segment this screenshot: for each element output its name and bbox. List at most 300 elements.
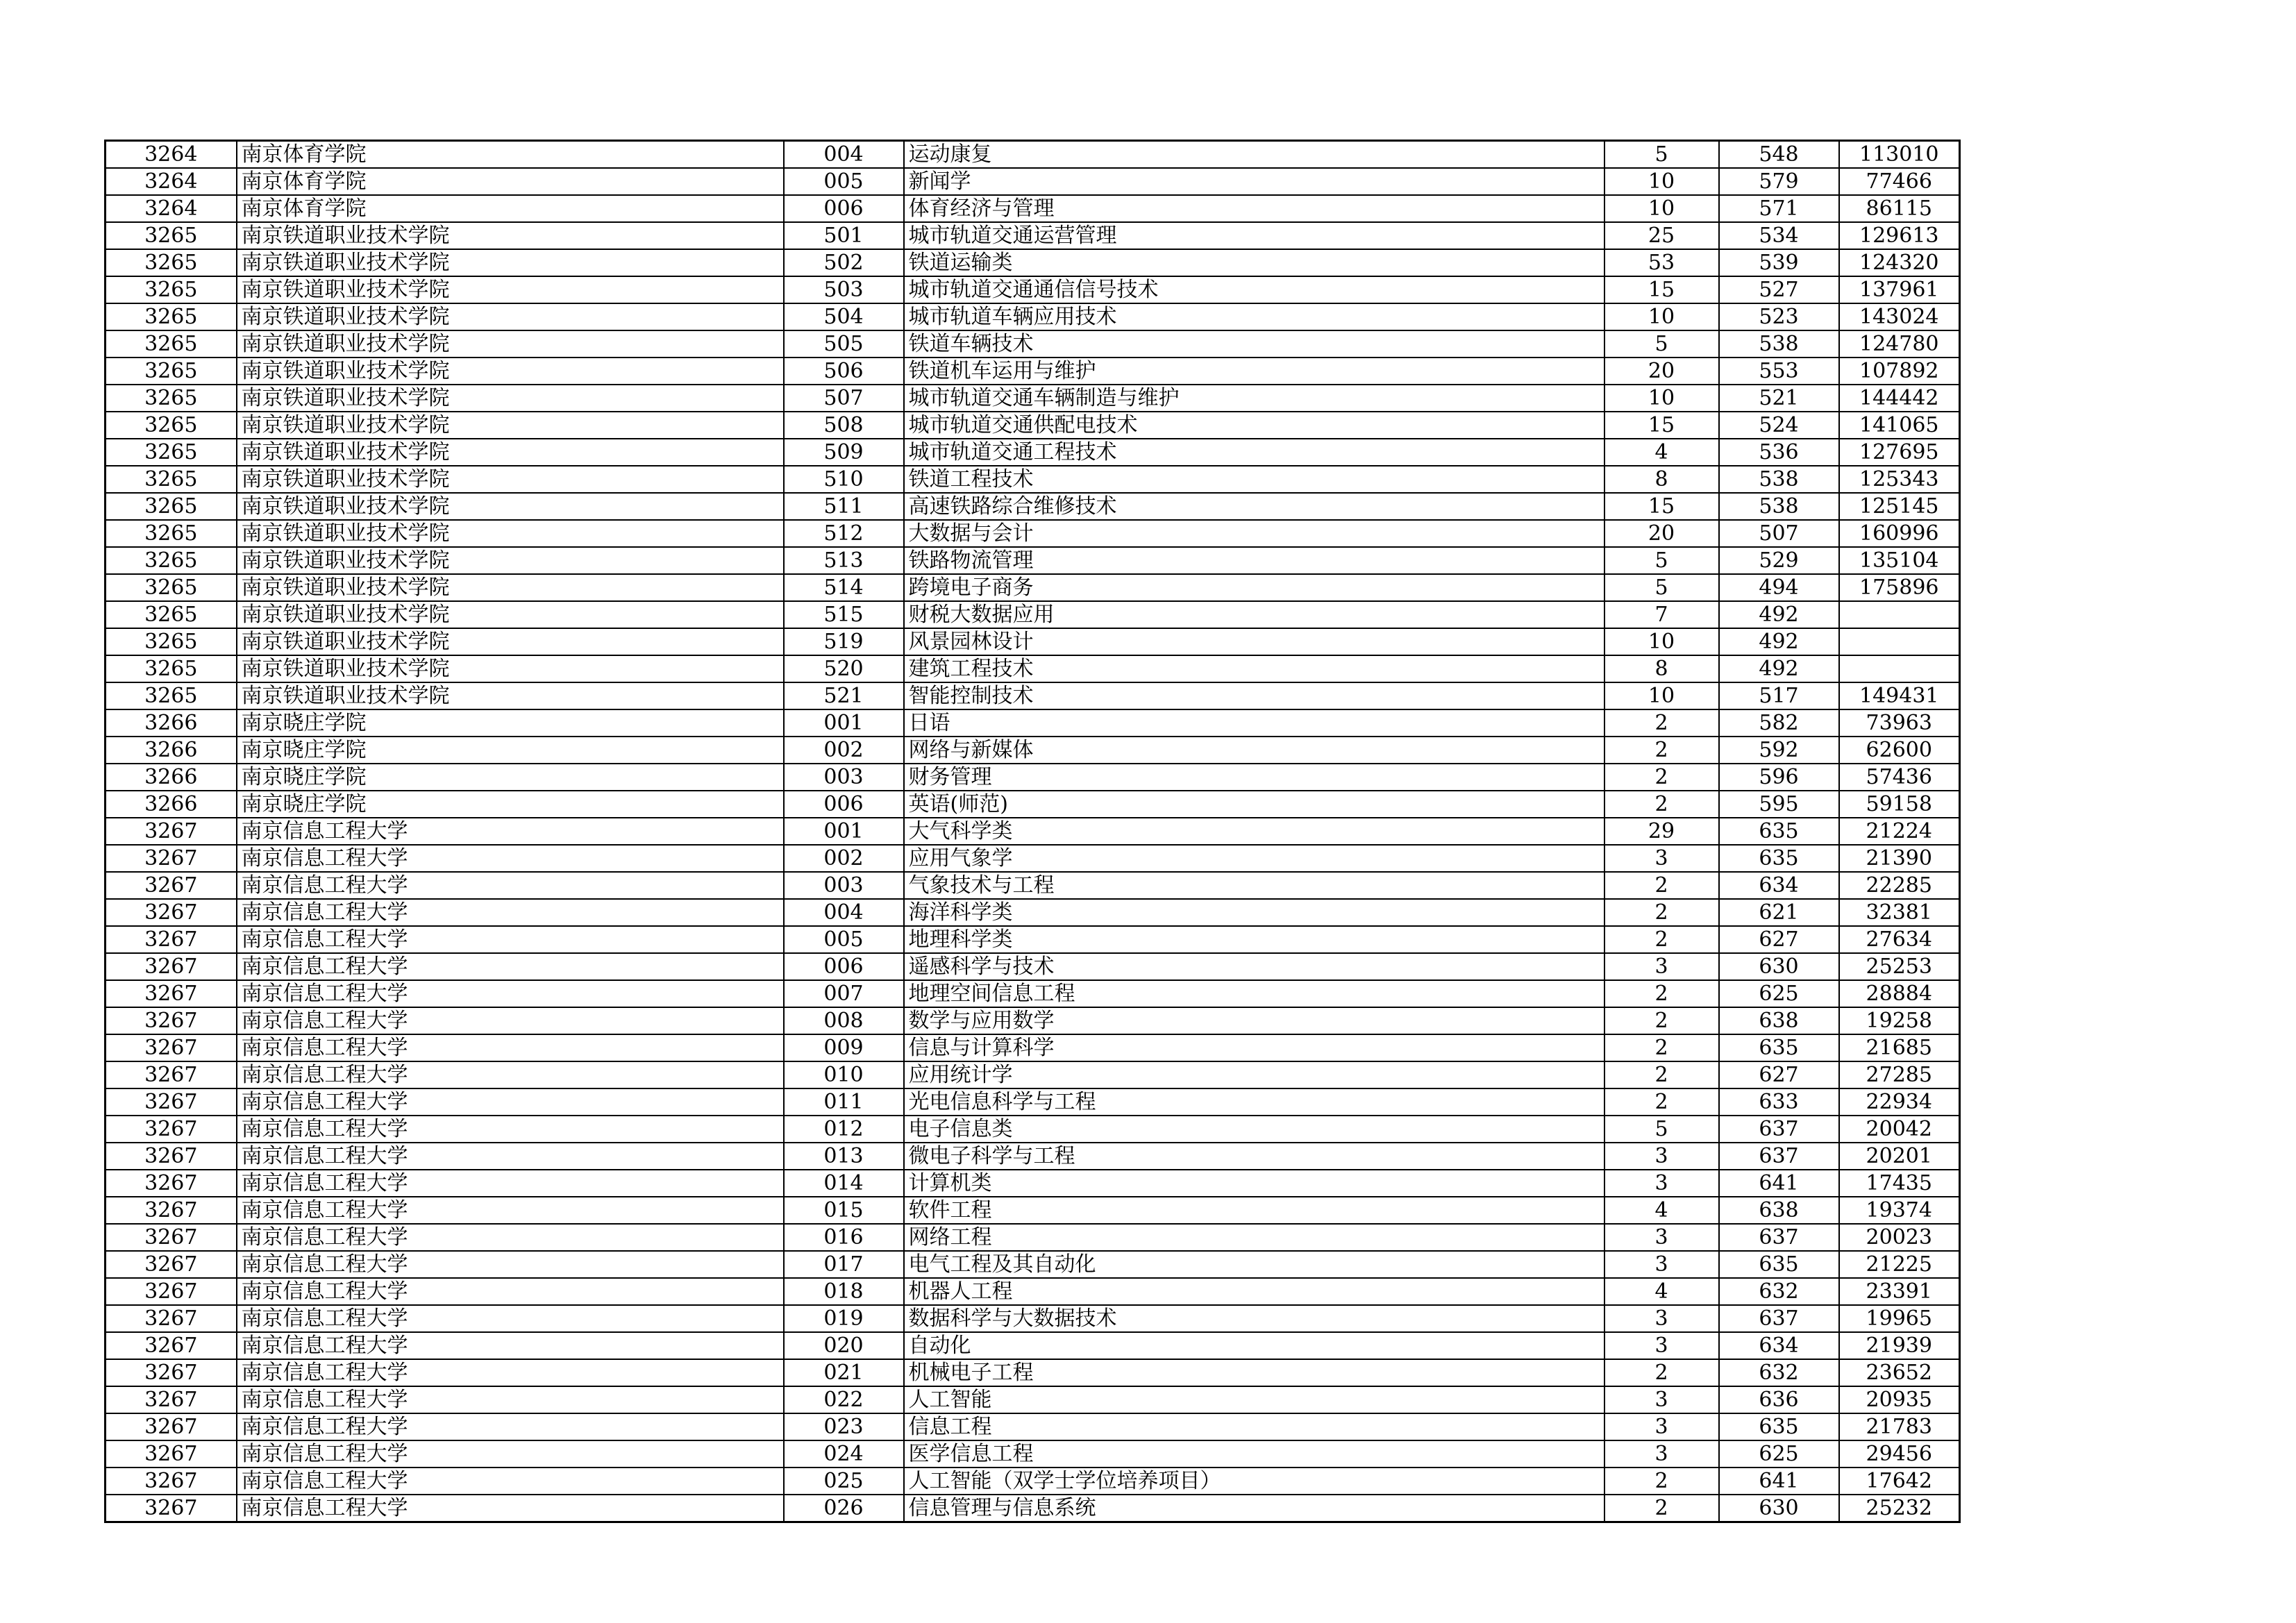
plan-count-cell: 2 xyxy=(1604,791,1719,818)
min-rank-cell: 22934 xyxy=(1839,1088,1960,1116)
min-rank-cell: 86115 xyxy=(1839,195,1960,222)
major-code-cell: 004 xyxy=(784,141,904,169)
major-code-cell: 513 xyxy=(784,547,904,574)
table-row xyxy=(106,249,1960,276)
school-name-cell: 南京晓庄学院 xyxy=(237,764,784,791)
plan-count-cell: 5 xyxy=(1604,330,1719,358)
major-name-cell: 风景园林设计 xyxy=(904,628,1604,655)
min-rank-cell: 21224 xyxy=(1839,818,1960,845)
table-row xyxy=(106,493,1960,520)
major-code-cell: 508 xyxy=(784,412,904,439)
major-name-cell: 财税大数据应用 xyxy=(904,601,1604,628)
major-code-cell: 026 xyxy=(784,1495,904,1522)
major-name-cell: 电子信息类 xyxy=(904,1116,1604,1143)
min-rank-cell: 57436 xyxy=(1839,764,1960,791)
school-name-cell: 南京信息工程大学 xyxy=(237,845,784,872)
school-code-cell: 3265 xyxy=(106,330,237,358)
school-name-cell: 南京信息工程大学 xyxy=(237,1305,784,1332)
min-score-cell: 596 xyxy=(1719,764,1839,791)
major-name-cell: 铁道机车运用与维护 xyxy=(904,358,1604,385)
table-row xyxy=(106,1116,1960,1143)
school-code-cell: 3265 xyxy=(106,655,237,682)
table-row xyxy=(106,141,1960,169)
plan-count-cell: 3 xyxy=(1604,1332,1719,1359)
table-row xyxy=(106,926,1960,953)
major-name-cell: 计算机类 xyxy=(904,1170,1604,1197)
school-code-cell: 3267 xyxy=(106,1061,237,1088)
min-score-cell: 634 xyxy=(1719,1332,1839,1359)
major-code-cell: 009 xyxy=(784,1034,904,1061)
min-score-cell: 632 xyxy=(1719,1278,1839,1305)
plan-count-cell: 15 xyxy=(1604,493,1719,520)
school-name-cell: 南京铁道职业技术学院 xyxy=(237,385,784,412)
min-score-cell: 635 xyxy=(1719,1034,1839,1061)
school-code-cell: 3267 xyxy=(106,899,237,926)
min-score-cell: 638 xyxy=(1719,1197,1839,1224)
plan-count-cell: 7 xyxy=(1604,601,1719,628)
school-code-cell: 3267 xyxy=(106,845,237,872)
major-code-cell: 005 xyxy=(784,926,904,953)
plan-count-cell: 5 xyxy=(1604,1116,1719,1143)
major-name-cell: 日语 xyxy=(904,709,1604,737)
school-code-cell: 3265 xyxy=(106,358,237,385)
min-rank-cell: 124320 xyxy=(1839,249,1960,276)
school-code-cell: 3267 xyxy=(106,1495,237,1522)
major-code-cell: 002 xyxy=(784,737,904,764)
table-row xyxy=(106,520,1960,547)
min-score-cell: 625 xyxy=(1719,980,1839,1007)
major-code-cell: 023 xyxy=(784,1413,904,1440)
plan-count-cell: 20 xyxy=(1604,358,1719,385)
major-code-cell: 003 xyxy=(784,872,904,899)
school-name-cell: 南京信息工程大学 xyxy=(237,1143,784,1170)
major-code-cell: 005 xyxy=(784,168,904,195)
school-name-cell: 南京体育学院 xyxy=(237,195,784,222)
min-rank-cell: 28884 xyxy=(1839,980,1960,1007)
school-code-cell: 3267 xyxy=(106,980,237,1007)
major-code-cell: 502 xyxy=(784,249,904,276)
major-code-cell: 011 xyxy=(784,1088,904,1116)
school-code-cell: 3265 xyxy=(106,520,237,547)
plan-count-cell: 2 xyxy=(1604,737,1719,764)
school-name-cell: 南京铁道职业技术学院 xyxy=(237,222,784,249)
table-row xyxy=(106,1305,1960,1332)
min-score-cell: 492 xyxy=(1719,655,1839,682)
min-rank-cell: 25253 xyxy=(1839,953,1960,980)
school-code-cell: 3265 xyxy=(106,601,237,628)
major-code-cell: 007 xyxy=(784,980,904,1007)
plan-count-cell: 3 xyxy=(1604,1170,1719,1197)
school-code-cell: 3267 xyxy=(106,1224,237,1251)
table-row xyxy=(106,439,1960,466)
major-name-cell: 城市轨道交通供配电技术 xyxy=(904,412,1604,439)
major-code-cell: 016 xyxy=(784,1224,904,1251)
plan-count-cell: 5 xyxy=(1604,547,1719,574)
plan-count-cell: 8 xyxy=(1604,466,1719,493)
major-name-cell: 城市轨道交通运营管理 xyxy=(904,222,1604,249)
school-name-cell: 南京晓庄学院 xyxy=(237,709,784,737)
major-name-cell: 运动康复 xyxy=(904,141,1604,169)
min-score-cell: 582 xyxy=(1719,709,1839,737)
min-rank-cell: 27634 xyxy=(1839,926,1960,953)
school-code-cell: 3267 xyxy=(106,926,237,953)
major-name-cell: 地理空间信息工程 xyxy=(904,980,1604,1007)
min-rank-cell: 20935 xyxy=(1839,1386,1960,1413)
min-score-cell: 635 xyxy=(1719,1413,1839,1440)
school-code-cell: 3265 xyxy=(106,412,237,439)
major-code-cell: 006 xyxy=(784,953,904,980)
major-name-cell: 网络与新媒体 xyxy=(904,737,1604,764)
school-name-cell: 南京铁道职业技术学院 xyxy=(237,276,784,303)
school-code-cell: 3267 xyxy=(106,1088,237,1116)
min-rank-cell: 59158 xyxy=(1839,791,1960,818)
major-code-cell: 006 xyxy=(784,195,904,222)
plan-count-cell: 2 xyxy=(1604,1088,1719,1116)
major-code-cell: 510 xyxy=(784,466,904,493)
min-score-cell: 592 xyxy=(1719,737,1839,764)
school-code-cell: 3267 xyxy=(106,953,237,980)
school-code-cell: 3265 xyxy=(106,303,237,330)
table-row xyxy=(106,222,1960,249)
table-row xyxy=(106,330,1960,358)
min-score-cell: 529 xyxy=(1719,547,1839,574)
major-name-cell: 光电信息科学与工程 xyxy=(904,1088,1604,1116)
major-code-cell: 505 xyxy=(784,330,904,358)
major-code-cell: 022 xyxy=(784,1386,904,1413)
plan-count-cell: 53 xyxy=(1604,249,1719,276)
min-score-cell: 637 xyxy=(1719,1116,1839,1143)
min-score-cell: 538 xyxy=(1719,466,1839,493)
min-rank-cell: 20042 xyxy=(1839,1116,1960,1143)
school-name-cell: 南京信息工程大学 xyxy=(237,1170,784,1197)
school-name-cell: 南京信息工程大学 xyxy=(237,1332,784,1359)
min-score-cell: 539 xyxy=(1719,249,1839,276)
school-name-cell: 南京铁道职业技术学院 xyxy=(237,655,784,682)
school-code-cell: 3265 xyxy=(106,249,237,276)
min-score-cell: 571 xyxy=(1719,195,1839,222)
table-row xyxy=(106,953,1960,980)
major-code-cell: 002 xyxy=(784,845,904,872)
min-rank-cell: 29456 xyxy=(1839,1440,1960,1468)
school-name-cell: 南京信息工程大学 xyxy=(237,980,784,1007)
plan-count-cell: 2 xyxy=(1604,980,1719,1007)
school-code-cell: 3267 xyxy=(106,1440,237,1468)
plan-count-cell: 2 xyxy=(1604,1468,1719,1495)
table-row xyxy=(106,845,1960,872)
major-name-cell: 信息与计算科学 xyxy=(904,1034,1604,1061)
min-rank-cell xyxy=(1839,655,1960,682)
plan-count-cell: 2 xyxy=(1604,926,1719,953)
school-name-cell: 南京铁道职业技术学院 xyxy=(237,439,784,466)
plan-count-cell: 2 xyxy=(1604,1359,1719,1386)
major-name-cell: 铁道车辆技术 xyxy=(904,330,1604,358)
table-row xyxy=(106,195,1960,222)
school-code-cell: 3266 xyxy=(106,764,237,791)
major-name-cell: 机器人工程 xyxy=(904,1278,1604,1305)
major-name-cell: 软件工程 xyxy=(904,1197,1604,1224)
school-name-cell: 南京铁道职业技术学院 xyxy=(237,303,784,330)
min-score-cell: 527 xyxy=(1719,276,1839,303)
table-row xyxy=(106,601,1960,628)
school-name-cell: 南京铁道职业技术学院 xyxy=(237,682,784,709)
plan-count-cell: 4 xyxy=(1604,439,1719,466)
major-code-cell: 006 xyxy=(784,791,904,818)
school-name-cell: 南京铁道职业技术学院 xyxy=(237,466,784,493)
school-code-cell: 3267 xyxy=(106,818,237,845)
plan-count-cell: 3 xyxy=(1604,1251,1719,1278)
major-code-cell: 519 xyxy=(784,628,904,655)
min-score-cell: 548 xyxy=(1719,141,1839,169)
major-name-cell: 气象技术与工程 xyxy=(904,872,1604,899)
school-code-cell: 3267 xyxy=(106,1116,237,1143)
plan-count-cell: 2 xyxy=(1604,1034,1719,1061)
major-code-cell: 025 xyxy=(784,1468,904,1495)
min-score-cell: 521 xyxy=(1719,385,1839,412)
major-code-cell: 506 xyxy=(784,358,904,385)
table-row xyxy=(106,1061,1960,1088)
table-row xyxy=(106,1251,1960,1278)
min-score-cell: 638 xyxy=(1719,1007,1839,1034)
school-code-cell: 3265 xyxy=(106,547,237,574)
plan-count-cell: 10 xyxy=(1604,168,1719,195)
school-name-cell: 南京信息工程大学 xyxy=(237,1224,784,1251)
major-code-cell: 018 xyxy=(784,1278,904,1305)
min-score-cell: 621 xyxy=(1719,899,1839,926)
min-rank-cell: 135104 xyxy=(1839,547,1960,574)
school-name-cell: 南京铁道职业技术学院 xyxy=(237,628,784,655)
major-code-cell: 501 xyxy=(784,222,904,249)
min-rank-cell: 17435 xyxy=(1839,1170,1960,1197)
school-code-cell: 3264 xyxy=(106,141,237,169)
school-code-cell: 3267 xyxy=(106,1251,237,1278)
school-code-cell: 3265 xyxy=(106,466,237,493)
major-name-cell: 英语(师范) xyxy=(904,791,1604,818)
min-score-cell: 538 xyxy=(1719,493,1839,520)
table-row xyxy=(106,466,1960,493)
min-score-cell: 630 xyxy=(1719,1495,1839,1522)
major-name-cell: 城市轨道交通工程技术 xyxy=(904,439,1604,466)
plan-count-cell: 2 xyxy=(1604,1495,1719,1522)
school-code-cell: 3265 xyxy=(106,439,237,466)
major-name-cell: 城市轨道交通车辆制造与维护 xyxy=(904,385,1604,412)
min-score-cell: 627 xyxy=(1719,1061,1839,1088)
major-name-cell: 智能控制技术 xyxy=(904,682,1604,709)
min-score-cell: 636 xyxy=(1719,1386,1839,1413)
min-score-cell: 641 xyxy=(1719,1170,1839,1197)
major-code-cell: 504 xyxy=(784,303,904,330)
school-code-cell: 3265 xyxy=(106,628,237,655)
min-score-cell: 538 xyxy=(1719,330,1839,358)
major-name-cell: 数据科学与大数据技术 xyxy=(904,1305,1604,1332)
table-row xyxy=(106,1359,1960,1386)
school-name-cell: 南京信息工程大学 xyxy=(237,818,784,845)
table-row xyxy=(106,168,1960,195)
min-rank-cell: 141065 xyxy=(1839,412,1960,439)
school-name-cell: 南京晓庄学院 xyxy=(237,737,784,764)
major-name-cell: 地理科学类 xyxy=(904,926,1604,953)
school-name-cell: 南京信息工程大学 xyxy=(237,1278,784,1305)
table-row xyxy=(106,1413,1960,1440)
min-rank-cell: 77466 xyxy=(1839,168,1960,195)
plan-count-cell: 20 xyxy=(1604,520,1719,547)
major-name-cell: 网络工程 xyxy=(904,1224,1604,1251)
school-name-cell: 南京信息工程大学 xyxy=(237,953,784,980)
major-name-cell: 建筑工程技术 xyxy=(904,655,1604,682)
school-code-cell: 3267 xyxy=(106,1413,237,1440)
min-score-cell: 595 xyxy=(1719,791,1839,818)
plan-count-cell: 10 xyxy=(1604,303,1719,330)
school-code-cell: 3265 xyxy=(106,682,237,709)
min-score-cell: 634 xyxy=(1719,872,1839,899)
table-row xyxy=(106,764,1960,791)
major-name-cell: 遥感科学与技术 xyxy=(904,953,1604,980)
plan-count-cell: 2 xyxy=(1604,1061,1719,1088)
min-rank-cell: 21225 xyxy=(1839,1251,1960,1278)
table-row xyxy=(106,1034,1960,1061)
min-score-cell: 494 xyxy=(1719,574,1839,601)
min-score-cell: 635 xyxy=(1719,845,1839,872)
major-name-cell: 医学信息工程 xyxy=(904,1440,1604,1468)
major-code-cell: 515 xyxy=(784,601,904,628)
plan-count-cell: 4 xyxy=(1604,1278,1719,1305)
major-code-cell: 024 xyxy=(784,1440,904,1468)
plan-count-cell: 10 xyxy=(1604,628,1719,655)
min-rank-cell xyxy=(1839,601,1960,628)
plan-count-cell: 10 xyxy=(1604,195,1719,222)
school-name-cell: 南京铁道职业技术学院 xyxy=(237,358,784,385)
plan-count-cell: 2 xyxy=(1604,872,1719,899)
major-name-cell: 铁道运输类 xyxy=(904,249,1604,276)
table-row xyxy=(106,1440,1960,1468)
school-name-cell: 南京铁道职业技术学院 xyxy=(237,520,784,547)
major-name-cell: 大数据与会计 xyxy=(904,520,1604,547)
table-row xyxy=(106,1007,1960,1034)
plan-count-cell: 29 xyxy=(1604,818,1719,845)
min-score-cell: 492 xyxy=(1719,601,1839,628)
major-name-cell: 电气工程及其自动化 xyxy=(904,1251,1604,1278)
min-rank-cell: 32381 xyxy=(1839,899,1960,926)
major-code-cell: 013 xyxy=(784,1143,904,1170)
major-name-cell: 自动化 xyxy=(904,1332,1604,1359)
major-name-cell: 铁路物流管理 xyxy=(904,547,1604,574)
min-score-cell: 524 xyxy=(1719,412,1839,439)
table-row xyxy=(106,412,1960,439)
table-row xyxy=(106,791,1960,818)
min-rank-cell: 137961 xyxy=(1839,276,1960,303)
table-row xyxy=(106,1224,1960,1251)
min-score-cell: 637 xyxy=(1719,1143,1839,1170)
major-code-cell: 010 xyxy=(784,1061,904,1088)
major-code-cell: 003 xyxy=(784,764,904,791)
plan-count-cell: 3 xyxy=(1604,1440,1719,1468)
min-rank-cell: 144442 xyxy=(1839,385,1960,412)
major-code-cell: 014 xyxy=(784,1170,904,1197)
min-rank-cell: 125343 xyxy=(1839,466,1960,493)
min-score-cell: 625 xyxy=(1719,1440,1839,1468)
school-name-cell: 南京铁道职业技术学院 xyxy=(237,330,784,358)
min-rank-cell: 27285 xyxy=(1839,1061,1960,1088)
school-code-cell: 3267 xyxy=(106,1305,237,1332)
school-code-cell: 3267 xyxy=(106,1468,237,1495)
school-code-cell: 3267 xyxy=(106,1386,237,1413)
plan-count-cell: 8 xyxy=(1604,655,1719,682)
min-score-cell: 627 xyxy=(1719,926,1839,953)
min-score-cell: 630 xyxy=(1719,953,1839,980)
school-name-cell: 南京信息工程大学 xyxy=(237,1088,784,1116)
min-rank-cell: 113010 xyxy=(1839,141,1960,169)
major-name-cell: 高速铁路综合维修技术 xyxy=(904,493,1604,520)
major-name-cell: 城市轨道车辆应用技术 xyxy=(904,303,1604,330)
school-name-cell: 南京信息工程大学 xyxy=(237,1440,784,1468)
min-score-cell: 534 xyxy=(1719,222,1839,249)
min-rank-cell: 21390 xyxy=(1839,845,1960,872)
major-code-cell: 512 xyxy=(784,520,904,547)
min-rank-cell: 23391 xyxy=(1839,1278,1960,1305)
plan-count-cell: 3 xyxy=(1604,953,1719,980)
table-row xyxy=(106,899,1960,926)
major-name-cell: 应用统计学 xyxy=(904,1061,1604,1088)
min-score-cell: 637 xyxy=(1719,1305,1839,1332)
min-rank-cell: 25232 xyxy=(1839,1495,1960,1522)
major-code-cell: 019 xyxy=(784,1305,904,1332)
school-code-cell: 3265 xyxy=(106,493,237,520)
table-row xyxy=(106,358,1960,385)
table-row xyxy=(106,547,1960,574)
plan-count-cell: 2 xyxy=(1604,764,1719,791)
min-rank-cell: 21783 xyxy=(1839,1413,1960,1440)
major-code-cell: 001 xyxy=(784,818,904,845)
table-row xyxy=(106,1170,1960,1197)
min-rank-cell: 73963 xyxy=(1839,709,1960,737)
min-rank-cell: 107892 xyxy=(1839,358,1960,385)
school-name-cell: 南京信息工程大学 xyxy=(237,1007,784,1034)
school-code-cell: 3266 xyxy=(106,709,237,737)
school-name-cell: 南京信息工程大学 xyxy=(237,1359,784,1386)
min-rank-cell: 127695 xyxy=(1839,439,1960,466)
min-score-cell: 641 xyxy=(1719,1468,1839,1495)
school-name-cell: 南京信息工程大学 xyxy=(237,1468,784,1495)
min-score-cell: 632 xyxy=(1719,1359,1839,1386)
min-rank-cell: 125145 xyxy=(1839,493,1960,520)
min-rank-cell: 143024 xyxy=(1839,303,1960,330)
min-score-cell: 633 xyxy=(1719,1088,1839,1116)
school-name-cell: 南京信息工程大学 xyxy=(237,1197,784,1224)
table-row xyxy=(106,1088,1960,1116)
table-row xyxy=(106,628,1960,655)
table-row xyxy=(106,1278,1960,1305)
plan-count-cell: 15 xyxy=(1604,276,1719,303)
min-score-cell: 492 xyxy=(1719,628,1839,655)
major-code-cell: 015 xyxy=(784,1197,904,1224)
school-name-cell: 南京铁道职业技术学院 xyxy=(237,601,784,628)
table-row xyxy=(106,1332,1960,1359)
table-row xyxy=(106,276,1960,303)
major-name-cell: 海洋科学类 xyxy=(904,899,1604,926)
school-code-cell: 3266 xyxy=(106,737,237,764)
major-name-cell: 体育经济与管理 xyxy=(904,195,1604,222)
major-name-cell: 人工智能 xyxy=(904,1386,1604,1413)
major-code-cell: 008 xyxy=(784,1007,904,1034)
major-name-cell: 铁道工程技术 xyxy=(904,466,1604,493)
plan-count-cell: 10 xyxy=(1604,682,1719,709)
school-name-cell: 南京晓庄学院 xyxy=(237,791,784,818)
major-name-cell: 信息工程 xyxy=(904,1413,1604,1440)
school-code-cell: 3267 xyxy=(106,1170,237,1197)
school-name-cell: 南京铁道职业技术学院 xyxy=(237,547,784,574)
school-name-cell: 南京信息工程大学 xyxy=(237,1251,784,1278)
min-rank-cell: 21939 xyxy=(1839,1332,1960,1359)
major-name-cell: 数学与应用数学 xyxy=(904,1007,1604,1034)
